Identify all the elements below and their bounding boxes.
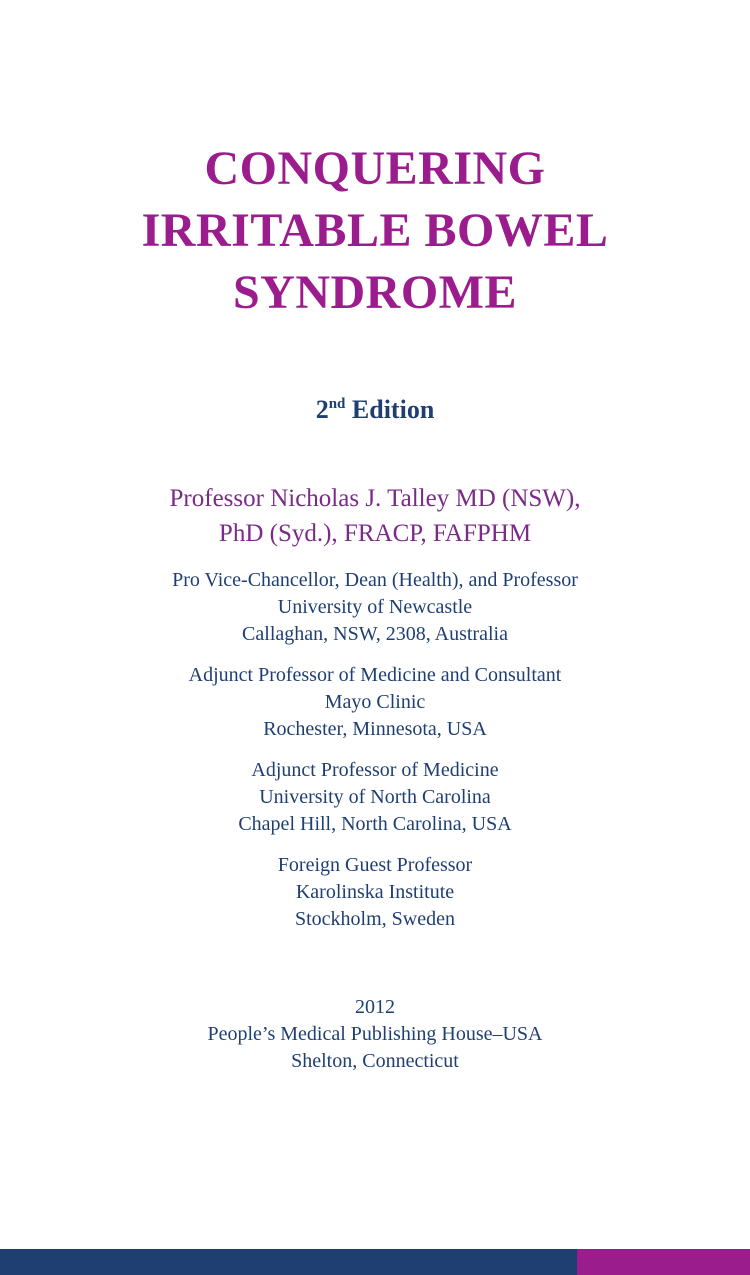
- affiliation-newcastle: [0, 567, 750, 648]
- footer-bar-blue-segment: [0, 1249, 577, 1275]
- book-title-line-3: SYNDROME: [232, 266, 517, 319]
- book-title: [0, 138, 750, 324]
- affiliation-location: Callaghan, NSW, 2308, Australia: [242, 623, 508, 645]
- footer-bar-magenta-segment: [577, 1249, 750, 1275]
- book-title-line-1: CONQUERING: [204, 142, 546, 195]
- footer-color-bar: [0, 1249, 750, 1275]
- edition-ordinal-suffix: nd: [328, 396, 346, 412]
- affiliation-location: Stockholm, Sweden: [295, 908, 455, 930]
- affiliation-institution: Karolinska Institute: [295, 881, 455, 903]
- publisher-block: [0, 994, 750, 1075]
- edition-label: Edition: [351, 395, 435, 424]
- affiliation-mayo-clinic: [0, 662, 750, 743]
- affiliation-role: Adjunct Professor of Medicine: [251, 759, 499, 781]
- author-line-2: PhD (Syd.), FRACP, FAFPHM: [218, 520, 532, 547]
- edition-number: 2: [315, 395, 329, 424]
- publisher-location: Shelton, Connecticut: [291, 1050, 459, 1072]
- author-line-1: Professor Nicholas J. Talley MD (NSW),: [169, 485, 581, 512]
- affiliation-institution: Mayo Clinic: [324, 691, 426, 713]
- affiliation-unc: [0, 757, 750, 838]
- affiliation-institution: University of North Carolina: [259, 786, 491, 808]
- affiliation-location: Chapel Hill, North Carolina, USA: [238, 813, 512, 835]
- affiliation-role: Pro Vice-Chancellor, Dean (Health), and Professor: [172, 569, 578, 591]
- affiliation-institution: University of Newcastle: [277, 596, 473, 618]
- book-title-line-2: IRRITABLE BOWEL: [141, 204, 609, 257]
- edition-statement: [0, 392, 750, 428]
- publication-year: 2012: [355, 996, 395, 1018]
- affiliation-location: Rochester, Minnesota, USA: [263, 718, 487, 740]
- affiliation-role: Adjunct Professor of Medicine and Consultant: [188, 664, 562, 686]
- affiliation-karolinska: [0, 852, 750, 933]
- author-credit: [0, 481, 750, 551]
- affiliations: [0, 567, 750, 947]
- publisher-name: People’s Medical Publishing House–USA: [207, 1023, 543, 1045]
- affiliation-role: Foreign Guest Professor: [277, 854, 473, 876]
